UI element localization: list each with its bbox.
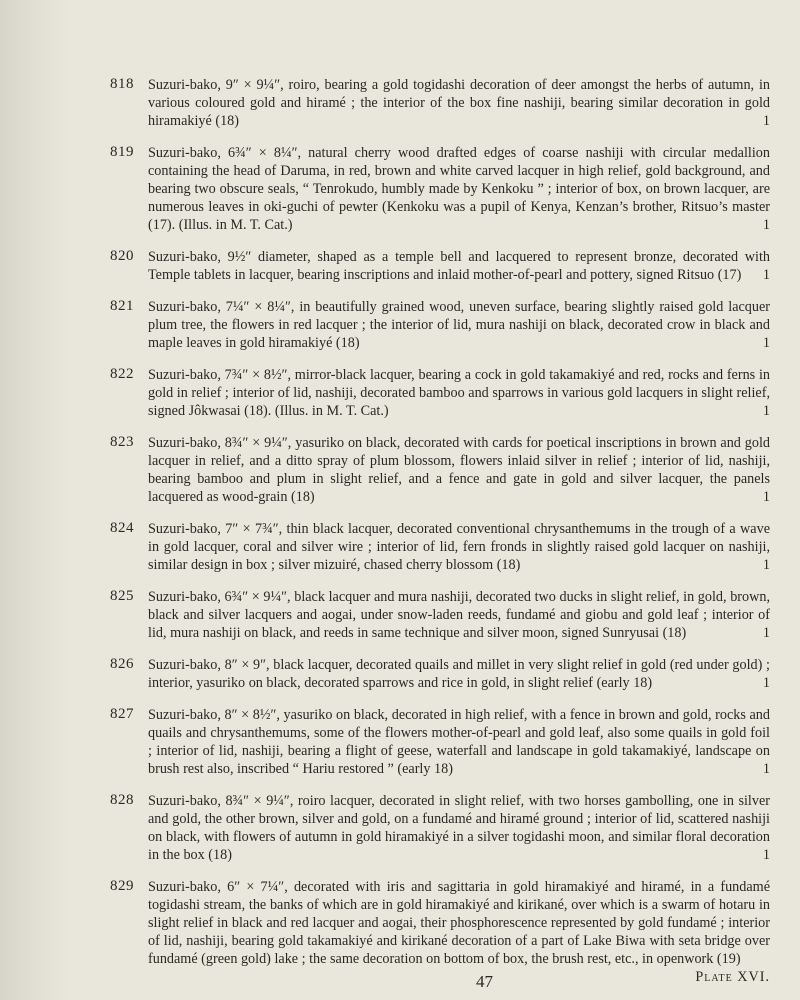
lot-description bbox=[148, 656, 770, 692]
lot-number: 827 bbox=[110, 706, 134, 722]
lot-quantity: 1 bbox=[762, 557, 770, 573]
lot-quantity: 1 bbox=[762, 267, 770, 283]
lot-number: 818 bbox=[110, 76, 134, 92]
lot-number: 820 bbox=[110, 248, 134, 264]
lot-description-text: Suzuri-bako, 8″ × 8½″, yasuriko on black, decorated in high relief, with a fence in brown and gold, rocks and quails and chrysanthemums, some of the flowers mother-of-pearl and gold leaf, also some quails in gold foil ; interior of lid, nashiji, bearing a flight of geese, waterfall and landscape in gold takamakiyé, landscape on brush rest also, inscribed “ Hariu restored ” (early 18) bbox=[148, 707, 770, 777]
lot-quantity: Plate XVI. bbox=[695, 969, 770, 985]
lot-number: 829 bbox=[110, 878, 134, 894]
lot-description-text: Suzuri-bako, 9″ × 9¼″, roiro, bearing a gold togidashi decoration of deer amongst the herbs of autumn, in various coloured gold and hiramé ; the interior of the box fine nashiji, bearing similar decoration in gold hiramakiyé (18) bbox=[148, 77, 770, 129]
page-edge-shadow bbox=[0, 0, 70, 1000]
lot-description bbox=[148, 76, 770, 130]
lot-description-text: Suzuri-bako, 6″ × 7¼″, decorated with iris and sagittaria in gold hiramakiyé and hiramé, in a fundamé togidashi stream, the banks of which are in gold hiramakiyé and kirikané, over which is a swarm of hotaru in slight relief in black and red lacquer and aogai, their phosphorescence represented by gold fundamé ; interior of lid, nashiji, bearing gold takamakiyé and kirikané decoration of a part of Lake Biwa with seta bridge over fundamé (green gold) lake ; the same decoration on bottom of box, the brush rest, etc., in openwork (19) bbox=[148, 879, 770, 967]
lot-description bbox=[148, 366, 770, 420]
lot-number: 821 bbox=[110, 298, 134, 314]
lot-description bbox=[148, 792, 770, 864]
lot-description bbox=[148, 520, 770, 574]
lot-description-text: Suzuri-bako, 7¼″ × 8¼″, in beautifully grained wood, uneven surface, bearing slightly raised gold lacquer plum tree, the flowers in red lacquer ; the interior of lid, mura nashiji on black, decorated crow in black and maple leaves in gold hiramakiyé (18) bbox=[148, 299, 770, 351]
lot-quantity: 1 bbox=[762, 217, 770, 233]
lot-description bbox=[148, 298, 770, 352]
lot-number: 823 bbox=[110, 434, 134, 450]
lot-number: 828 bbox=[110, 792, 134, 808]
page-number: 47 bbox=[476, 972, 493, 991]
lot-description-text: Suzuri-bako, 8″ × 9″, black lacquer, decorated quails and millet in very slight relief in gold (red under gold) ; interior, yasuriko on black, decorated sparrows and rice in gold, in slight relief (early 18) bbox=[148, 657, 770, 691]
lot-description bbox=[148, 706, 770, 778]
lot-description-text: Suzuri-bako, 7″ × 7¾″, thin black lacquer, decorated conventional chrysanthemums in the trough of a wave in gold lacquer, coral and silver wire ; interior of lid, fern fronds in slightly raised gold lacquer on nashiji, similar design in box ; silver mizuiré, chased cherry blossom (18) bbox=[148, 521, 770, 573]
lot-number: 824 bbox=[110, 520, 134, 536]
lot-quantity: 1 bbox=[762, 335, 770, 351]
lot-number: 822 bbox=[110, 366, 134, 382]
lot-description-text: Suzuri-bako, 6¾″ × 9¼″, black lacquer and mura nashiji, decorated two ducks in slight relief, in gold, brown, black and silver lacquers and aogai, under snow-laden reeds, fundamé and giobu and gold leaf ; interior of lid, mura nashiji on black, and reeds in same technique and silver moon, signed Sunryusai (18) bbox=[148, 589, 770, 641]
lot-quantity: 1 bbox=[762, 625, 770, 641]
lot-quantity: 1 bbox=[762, 675, 770, 691]
lot-description-text: Suzuri-bako, 9½″ diameter, shaped as a temple bell and lacquered to represent bronze, decorated with Temple tablets in lacquer, bearing inscriptions and inlaid mother-of-pearl and pottery, signed Ritsuo (17) bbox=[148, 249, 770, 283]
lot-quantity: 1 bbox=[762, 489, 770, 505]
lot-number: 819 bbox=[110, 144, 134, 160]
lot-description bbox=[148, 878, 770, 986]
lot-description bbox=[148, 144, 770, 234]
lot-description-text: Suzuri-bako, 8¾″ × 9¼″, yasuriko on black, decorated with cards for poetical inscriptions in brown and gold lacquer in relief, and a ditto spray of plum blossom, flowers inlaid silver in relief ; interior of lid, nashiji, bearing bamboo and plum in slight relief, and a fence and gate in gold and silver lacquer, the panels lacquered as wood-grain (18) bbox=[148, 435, 770, 505]
lot-description-text: Suzuri-bako, 8¾″ × 9¼″, roiro lacquer, decorated in slight relief, with two horses gambolling, one in silver and gold, the other brown, silver and gold, on a fundamé and hiramé ground ; interior of lid, scattered nashiji on black, with flowers of autumn in gold hiramakiyé in a silver togidashi moon, and similar floral decoration in the box (18) bbox=[148, 793, 770, 863]
lot-description bbox=[148, 434, 770, 506]
lot-description-text: Suzuri-bako, 6¾″ × 8¼″, natural cherry wood drafted edges of coarse nashiji with circular medallion containing the head of Daruma, in red, brown and white carved lacquer in high relief, gold background, and bearing two obscure seals, “ Tenrokudo, humbly made by Kenkoku ” ; interior of box, on brown lacquer, are numerous leaves in oki-guchi of pewter (Kenkoku was a pupil of Kenya, Kenzan’s brother, Ritsuo’s master (17). (Illus. in M. T. Cat.) bbox=[148, 145, 770, 233]
lot-description bbox=[148, 588, 770, 642]
lot-quantity: 1 bbox=[762, 403, 770, 419]
lot-description-text: Suzuri-bako, 7¾″ × 8½″, mirror-black lacquer, bearing a cock in gold takamakiyé and red, rocks and ferns in gold in relief ; interior of lid, nashiji, decorated bamboo and sparrows in various gold lacquers in slight relief, signed Jôkwasai (18). (Illus. in M. T. Cat.) bbox=[148, 367, 770, 419]
lot-quantity: 1 bbox=[762, 113, 770, 129]
lot-description bbox=[148, 248, 770, 284]
lot-quantity: 1 bbox=[762, 847, 770, 863]
lot-number: 825 bbox=[110, 588, 134, 604]
lot-quantity: 1 bbox=[762, 761, 770, 777]
lot-number: 826 bbox=[110, 656, 134, 672]
